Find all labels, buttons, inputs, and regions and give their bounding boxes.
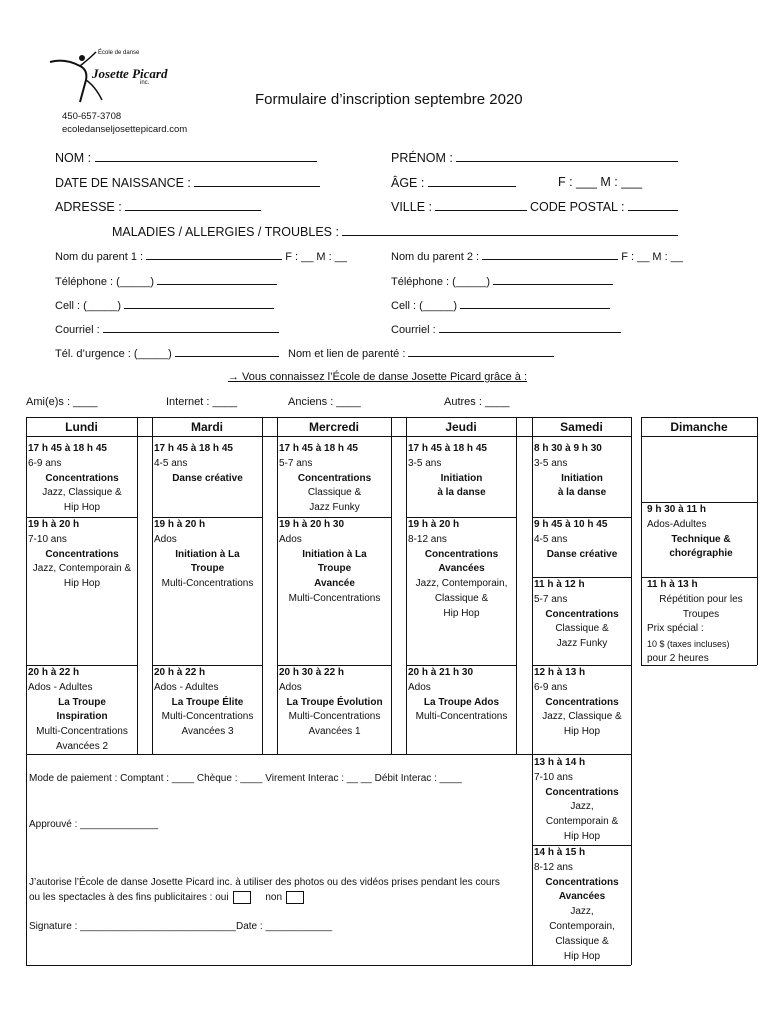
class-line: 5-7 ans	[534, 593, 568, 605]
class-line: 4-5 ans	[154, 457, 188, 469]
website: ecoledanseljosettepicard.com	[62, 124, 188, 135]
class-cell[interactable]	[28, 518, 136, 592]
class-line: Classique &	[555, 623, 609, 635]
class-cell[interactable]	[534, 846, 630, 964]
class-line: La Troupe Élite	[171, 696, 244, 708]
class-line: Concentrations	[545, 786, 619, 798]
class-line: Initiation à La	[302, 548, 367, 560]
class-line: Danse créative	[546, 548, 618, 560]
class-line: Hip Hop	[563, 726, 601, 738]
class-line: Ados	[154, 533, 177, 545]
day-header-mardi: Mardi	[190, 420, 223, 434]
class-cell[interactable]	[534, 442, 630, 501]
code-postal-field[interactable]: CODE POSTAL :	[530, 199, 678, 214]
class-cell[interactable]	[408, 442, 515, 501]
class-line: Ados	[408, 681, 431, 693]
class-time: 11 h à 12 h	[534, 579, 585, 590]
internet-option[interactable]: Internet : ____	[166, 396, 237, 408]
class-line: Troupes	[682, 608, 720, 620]
class-time: 20 h à 22 h	[28, 667, 80, 678]
cell2-field[interactable]: Cell : (_____)	[391, 298, 610, 312]
class-line: Ados	[279, 533, 302, 545]
class-line: Hip Hop	[63, 578, 101, 590]
class-line: Contemporain &	[545, 816, 619, 828]
class-cell[interactable]	[408, 666, 515, 725]
class-line: Ados - Adultes	[28, 681, 93, 693]
class-cell[interactable]	[534, 666, 630, 740]
class-line: Jazz,	[570, 906, 594, 918]
day-header-lundi: Lundi	[65, 420, 98, 434]
class-time: 12 h à 13 h	[534, 667, 586, 678]
class-cell[interactable]	[154, 442, 261, 486]
class-line: La Troupe Ados	[423, 696, 500, 708]
autres-option[interactable]: Autres : ____	[444, 396, 510, 408]
class-cell[interactable]	[279, 518, 390, 607]
class-line: Technique &	[671, 533, 731, 545]
class-line: La Troupe	[58, 696, 106, 708]
class-cell[interactable]	[647, 503, 755, 562]
class-line: 7-10 ans	[534, 771, 573, 783]
class-line: 3-5 ans	[408, 457, 442, 469]
logo-suffix: inc.	[140, 80, 150, 86]
approuve-field[interactable]: Approuvé : ______________	[29, 819, 159, 830]
parent2-field[interactable]: Nom du parent 2 : F : __ M : __	[391, 251, 683, 263]
class-line: Initiation à La	[175, 548, 240, 560]
class-line: Concentrations	[424, 548, 499, 560]
class-line: Multi-Concentrations	[36, 726, 128, 738]
class-line: Jazz, Classique &	[42, 487, 122, 499]
class-line: 6-9 ans	[28, 457, 62, 469]
class-line: Avancée	[314, 578, 355, 590]
class-line: Jazz, Contemporain &	[32, 563, 132, 575]
class-time: 9 h 45 à 10 h 45	[534, 519, 608, 530]
class-time: 8 h 30 à 9 h 30	[534, 443, 602, 454]
class-line: Prix spécial :	[647, 623, 704, 635]
date-naissance-field[interactable]: DATE DE NAISSANCE :	[55, 175, 320, 190]
class-time: 17 h 45 à 18 h 45	[28, 443, 107, 454]
class-line: Répétition pour les	[659, 593, 743, 605]
autorisation-oui-label: ou les spectacles à des fins publicitaires : oui	[29, 892, 229, 904]
class-time: 9 h 30 à 11 h	[647, 504, 706, 515]
class-cell[interactable]	[279, 666, 390, 740]
class-time: 19 h à 20 h 30	[279, 519, 345, 530]
day-header-dimanche: Dimanche	[670, 420, 728, 434]
class-line: Jazz, Contemporain,	[415, 578, 508, 590]
parent1-field[interactable]: Nom du parent 1 : F : __ M : __	[55, 251, 347, 263]
class-line: Classique &	[555, 935, 609, 947]
phone-number: 450-657-3708	[62, 111, 122, 122]
autorisation-text: J’autorise l’École de danse Josette Picard inc. à utiliser des photos ou des vidéos prises pendant les cours	[29, 877, 500, 888]
class-line: Ados-Adultes	[647, 518, 707, 530]
class-line: Avancées	[438, 563, 485, 575]
class-time: 17 h 45 à 18 h 45	[408, 443, 487, 454]
class-line: Ados	[279, 681, 302, 693]
class-time: 14 h à 15 h	[534, 847, 586, 858]
class-line: Initiation	[440, 472, 483, 484]
class-line: Jazz,	[570, 801, 594, 813]
anciens-option[interactable]: Anciens : ____	[288, 396, 361, 408]
class-line: Multi-Concentrations	[288, 711, 381, 723]
class-line: 8-12 ans	[534, 861, 573, 873]
class-time: 13 h à 14 h	[534, 757, 586, 768]
class-line: chorégraphie	[669, 548, 733, 560]
class-line: Danse créative	[172, 472, 243, 484]
class-line: Avancées 2	[55, 740, 109, 752]
class-line: Multi-Concentrations	[288, 592, 381, 604]
class-line: 3-5 ans	[534, 457, 568, 469]
class-cell[interactable]	[408, 518, 515, 622]
class-line: Hip Hop	[443, 607, 480, 619]
source-question: → Vous connaissez l’École de danse Josette Picard grâce à :	[228, 371, 528, 383]
nom-field[interactable]: NOM :	[55, 150, 317, 165]
class-line: Jazz, Classique &	[542, 711, 622, 723]
class-cell[interactable]	[647, 578, 755, 667]
class-line: Jazz Funky	[556, 638, 608, 650]
class-line: 4-5 ans	[534, 533, 568, 545]
class-time: 19 h à 20 h	[28, 519, 80, 530]
date-field[interactable]: Date : ____________	[236, 921, 333, 932]
class-line: Concentrations	[45, 548, 119, 560]
ville-field[interactable]: VILLE :	[391, 199, 527, 214]
signature-field[interactable]: Signature : ____________________________	[29, 921, 236, 932]
mode-paiement[interactable]: Mode de paiement : Comptant : ____ Chèque : ____ Virement Interac : __ __ Débit Interac : ____	[29, 773, 462, 784]
amis-option[interactable]: Ami(e)s : ____	[26, 396, 98, 408]
class-line: Hip Hop	[563, 950, 601, 962]
class-line: Troupe	[190, 563, 225, 575]
class-line: Ados - Adultes	[154, 681, 219, 693]
class-cell[interactable]	[534, 578, 630, 652]
class-line: Multi-Concentrations	[161, 711, 254, 723]
courriel2-field[interactable]: Courriel :	[391, 322, 621, 336]
class-line: 8-12 ans	[408, 533, 447, 545]
class-line: Troupe	[317, 563, 352, 575]
telephone2-field[interactable]: Téléphone : (_____)	[391, 274, 613, 288]
class-time: 20 h à 21 h 30	[408, 667, 474, 678]
class-cell[interactable]	[154, 518, 261, 592]
class-time: 20 h 30 à 22 h	[279, 667, 345, 678]
class-line: à la danse	[557, 487, 607, 499]
class-line: Classique &	[434, 592, 489, 604]
class-line: Hip Hop	[63, 502, 101, 514]
cell-field[interactable]: Cell : (_____)	[55, 298, 274, 312]
class-cell[interactable]	[534, 518, 630, 562]
class-line: Inspiration	[56, 711, 108, 723]
class-line: Initiation	[561, 472, 603, 484]
autorisation-non-label: non	[265, 892, 283, 904]
class-line: Concentrations	[45, 472, 119, 484]
day-header-mercredi: Mercredi	[308, 420, 360, 434]
courriel-field[interactable]: Courriel :	[55, 322, 279, 336]
prenom-field[interactable]: PRÉNOM :	[391, 150, 678, 165]
oui-checkbox[interactable]	[233, 891, 251, 904]
class-time: 20 h à 22 h	[154, 667, 206, 678]
class-line: 10 $ (taxes incluses)	[647, 639, 730, 650]
adresse-field[interactable]: ADRESSE :	[55, 199, 261, 214]
class-time: 19 h à 20 h	[154, 519, 206, 530]
non-checkbox[interactable]	[286, 891, 304, 904]
class-line: Hip Hop	[563, 830, 601, 842]
sexe-field[interactable]: F : ___ M : ___	[558, 175, 643, 189]
form-title: Formulaire d’inscription septembre 2020	[255, 91, 523, 108]
class-line: Concentrations	[297, 472, 372, 484]
class-line: La Troupe Évolution	[286, 696, 383, 708]
class-line: Jazz Funky	[309, 502, 360, 514]
class-time: 19 h à 20 h	[408, 519, 460, 530]
class-line: 5-7 ans	[279, 457, 313, 469]
school-logo	[40, 40, 168, 110]
day-header-jeudi: Jeudi	[445, 420, 477, 434]
class-line: Multi-Concentrations	[415, 711, 508, 723]
age-field[interactable]: ÂGE :	[391, 175, 516, 190]
class-cell[interactable]	[154, 666, 261, 740]
class-line: 6-9 ans	[534, 681, 568, 693]
maladies-field[interactable]: MALADIES / ALLERGIES / TROUBLES :	[112, 224, 678, 239]
class-line: Contemporain,	[549, 920, 615, 932]
class-line: Concentrations	[545, 608, 619, 620]
class-time: 17 h 45 à 18 h 45	[154, 443, 233, 454]
class-cell[interactable]	[279, 442, 390, 516]
telephone-field[interactable]: Téléphone : (_____)	[55, 274, 277, 288]
lien-parente-field[interactable]: Nom et lien de parenté :	[288, 346, 554, 360]
class-line: Concentrations	[545, 696, 619, 708]
class-line: Avancées 3	[181, 726, 234, 738]
day-header-samedi: Samedi	[560, 420, 603, 434]
class-line: Multi-Concentrations	[161, 578, 254, 590]
class-cell[interactable]	[28, 666, 136, 755]
logo-name: Josette Picard	[92, 66, 168, 81]
class-time: 11 h à 13 h	[647, 579, 698, 590]
autorisation-choice	[29, 891, 308, 904]
urgence-field[interactable]: Tél. d’urgence : (_____)	[55, 346, 279, 360]
class-time: 17 h 45 à 18 h 45	[279, 443, 358, 454]
class-line: 7-10 ans	[28, 533, 67, 545]
class-line: Concentrations	[545, 876, 619, 888]
logo-small-text: École de danse	[98, 50, 140, 56]
class-line: à la danse	[437, 487, 486, 499]
class-line: Classique &	[307, 487, 362, 499]
class-cell[interactable]	[534, 756, 630, 845]
class-line: Avancées	[558, 891, 606, 903]
class-cell[interactable]	[28, 442, 136, 516]
class-line: pour 2 heures	[647, 652, 709, 664]
class-line: Avancées 1	[308, 726, 361, 738]
